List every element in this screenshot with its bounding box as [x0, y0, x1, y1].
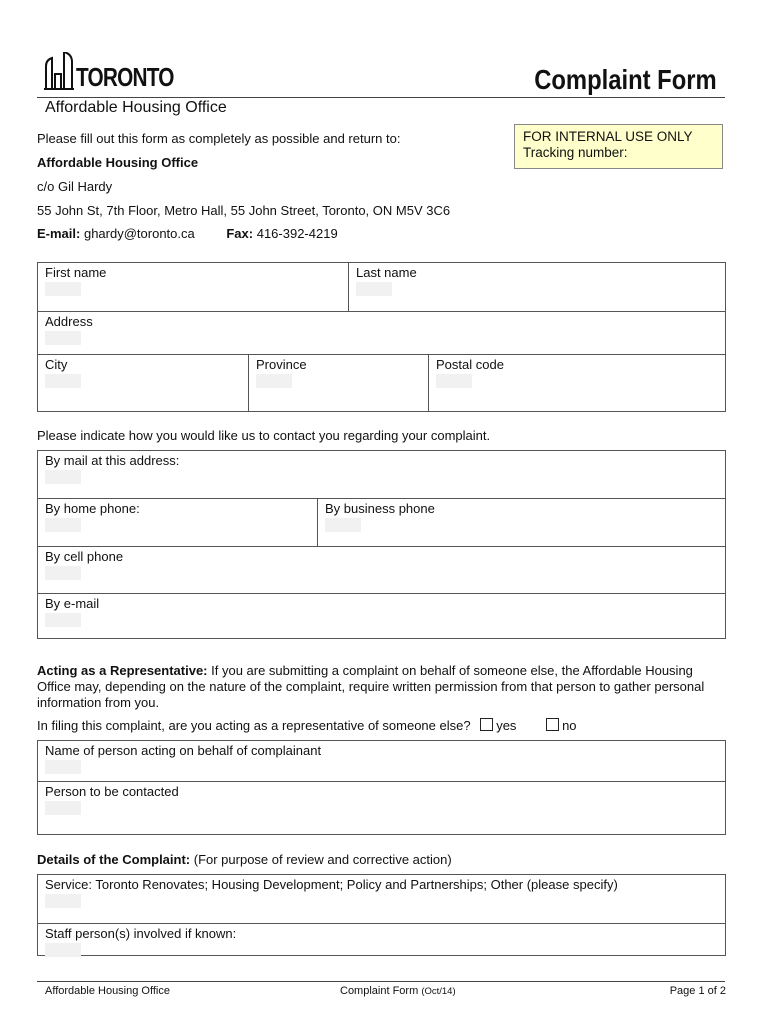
no-label: no — [562, 718, 577, 733]
internal-heading: FOR INTERNAL USE ONLY — [523, 129, 693, 144]
personal-info-box — [37, 262, 726, 412]
business-phone-cell — [317, 498, 725, 546]
footer-page-number: Page 1 of 2 — [669, 985, 726, 997]
on-behalf-cell — [38, 741, 725, 781]
business-phone-label: By business phone — [325, 501, 435, 516]
cell-phone-input[interactable] — [45, 566, 81, 580]
details-heading-row — [37, 852, 452, 867]
person-contacted-label: Person to be contacted — [45, 784, 179, 799]
toronto-logo — [44, 52, 198, 90]
footer-version: (Oct/14) — [421, 986, 456, 997]
cell-phone-label: By cell phone — [45, 549, 124, 564]
mail-input[interactable] — [45, 470, 81, 484]
staff-label: Staff person(s) involved if known: — [45, 926, 237, 941]
email-label: E-mail: — [37, 226, 81, 241]
representative-question-row — [37, 718, 577, 733]
mail-cell — [38, 451, 725, 498]
city-hall-icon — [44, 52, 74, 90]
postal-code-cell — [428, 354, 725, 411]
intro-instruction: Please fill out this form as completely as possible and return to: — [37, 131, 401, 146]
service-label: Service: Toronto Renovates; Housing Development; Policy and Partnerships; Other (please specify) — [45, 877, 618, 892]
no-checkbox[interactable] — [546, 718, 559, 731]
on-behalf-label: Name of person acting on behalf of complainant — [45, 743, 322, 758]
city-cell — [38, 354, 248, 411]
last-name-cell — [348, 263, 725, 311]
details-note: (For purpose of review and corrective action) — [190, 852, 452, 867]
home-phone-cell — [38, 498, 317, 546]
form-title: Complaint Form — [534, 64, 717, 95]
home-phone-label: By home phone: — [45, 501, 140, 516]
representative-heading: Acting as a Representative: — [37, 663, 208, 678]
business-phone-input[interactable] — [325, 518, 361, 532]
yes-checkbox[interactable] — [480, 718, 493, 731]
internal-use-box — [514, 124, 723, 169]
home-phone-input[interactable] — [45, 518, 81, 532]
contact-box — [37, 450, 726, 639]
person-contacted-cell — [38, 781, 725, 834]
service-cell — [38, 875, 725, 923]
on-behalf-input[interactable] — [45, 760, 81, 774]
city-label: City — [45, 357, 68, 372]
first-name-input[interactable] — [45, 282, 81, 296]
postal-code-input[interactable] — [436, 374, 472, 388]
email-contact-input[interactable] — [45, 613, 81, 627]
staff-input[interactable] — [45, 943, 81, 957]
footer-divider — [37, 981, 725, 982]
office-subtitle: Affordable Housing Office — [45, 99, 227, 116]
province-cell — [248, 354, 428, 411]
footer-form-title: Complaint Form — [340, 985, 419, 997]
staff-cell — [38, 923, 725, 955]
cell-phone-cell — [38, 546, 725, 593]
last-name-label: Last name — [356, 265, 417, 280]
footer-form-name — [340, 985, 456, 997]
contact-prompt: Please indicate how you would like us to contact you regarding your complaint. — [37, 428, 491, 443]
address-cell — [38, 311, 725, 354]
last-name-input[interactable] — [356, 282, 392, 296]
mail-label: By mail at this address: — [45, 453, 180, 468]
details-box — [37, 874, 726, 956]
tracking-number-label: Tracking number: — [523, 145, 628, 160]
representative-paragraph — [37, 663, 727, 711]
intro-address: 55 John St, 7th Floor, Metro Hall, 55 John Street, Toronto, ON M5V 3C6 — [37, 203, 451, 218]
email-contact-cell — [38, 593, 725, 638]
representative-box — [37, 740, 726, 835]
fax-label: Fax: — [226, 226, 254, 241]
email-contact-label: By e-mail — [45, 596, 100, 611]
service-input[interactable] — [45, 894, 81, 908]
email-value[interactable]: ghardy@toronto.ca — [83, 226, 195, 241]
province-label: Province — [256, 357, 307, 372]
intro-contact-line — [37, 226, 338, 241]
intro-office: Affordable Housing Office — [37, 155, 199, 170]
logo-wordmark: TORONTO — [76, 62, 174, 92]
address-input[interactable] — [45, 331, 81, 345]
city-input[interactable] — [45, 374, 81, 388]
representative-question: In filing this complaint, are you acting as a representative of someone else? — [37, 718, 471, 733]
representative-text: If you are submitting a complaint on behalf of someone else, the Affordable Housing Office may, depending on the nature of the complaint, require written permission from that person to gather personal information from you. — [37, 663, 705, 710]
yes-label: yes — [496, 718, 517, 733]
fax-value: 416-392-4219 — [256, 226, 338, 241]
first-name-label: First name — [45, 265, 107, 280]
footer-office: Affordable Housing Office — [45, 985, 170, 997]
province-input[interactable] — [256, 374, 292, 388]
first-name-cell — [38, 263, 348, 311]
intro-care-of: c/o Gil Hardy — [37, 179, 113, 194]
details-heading: Details of the Complaint: — [37, 852, 191, 867]
person-contacted-input[interactable] — [45, 801, 81, 815]
header-divider — [37, 97, 725, 98]
address-label: Address — [45, 314, 93, 329]
postal-code-label: Postal code — [436, 357, 504, 372]
